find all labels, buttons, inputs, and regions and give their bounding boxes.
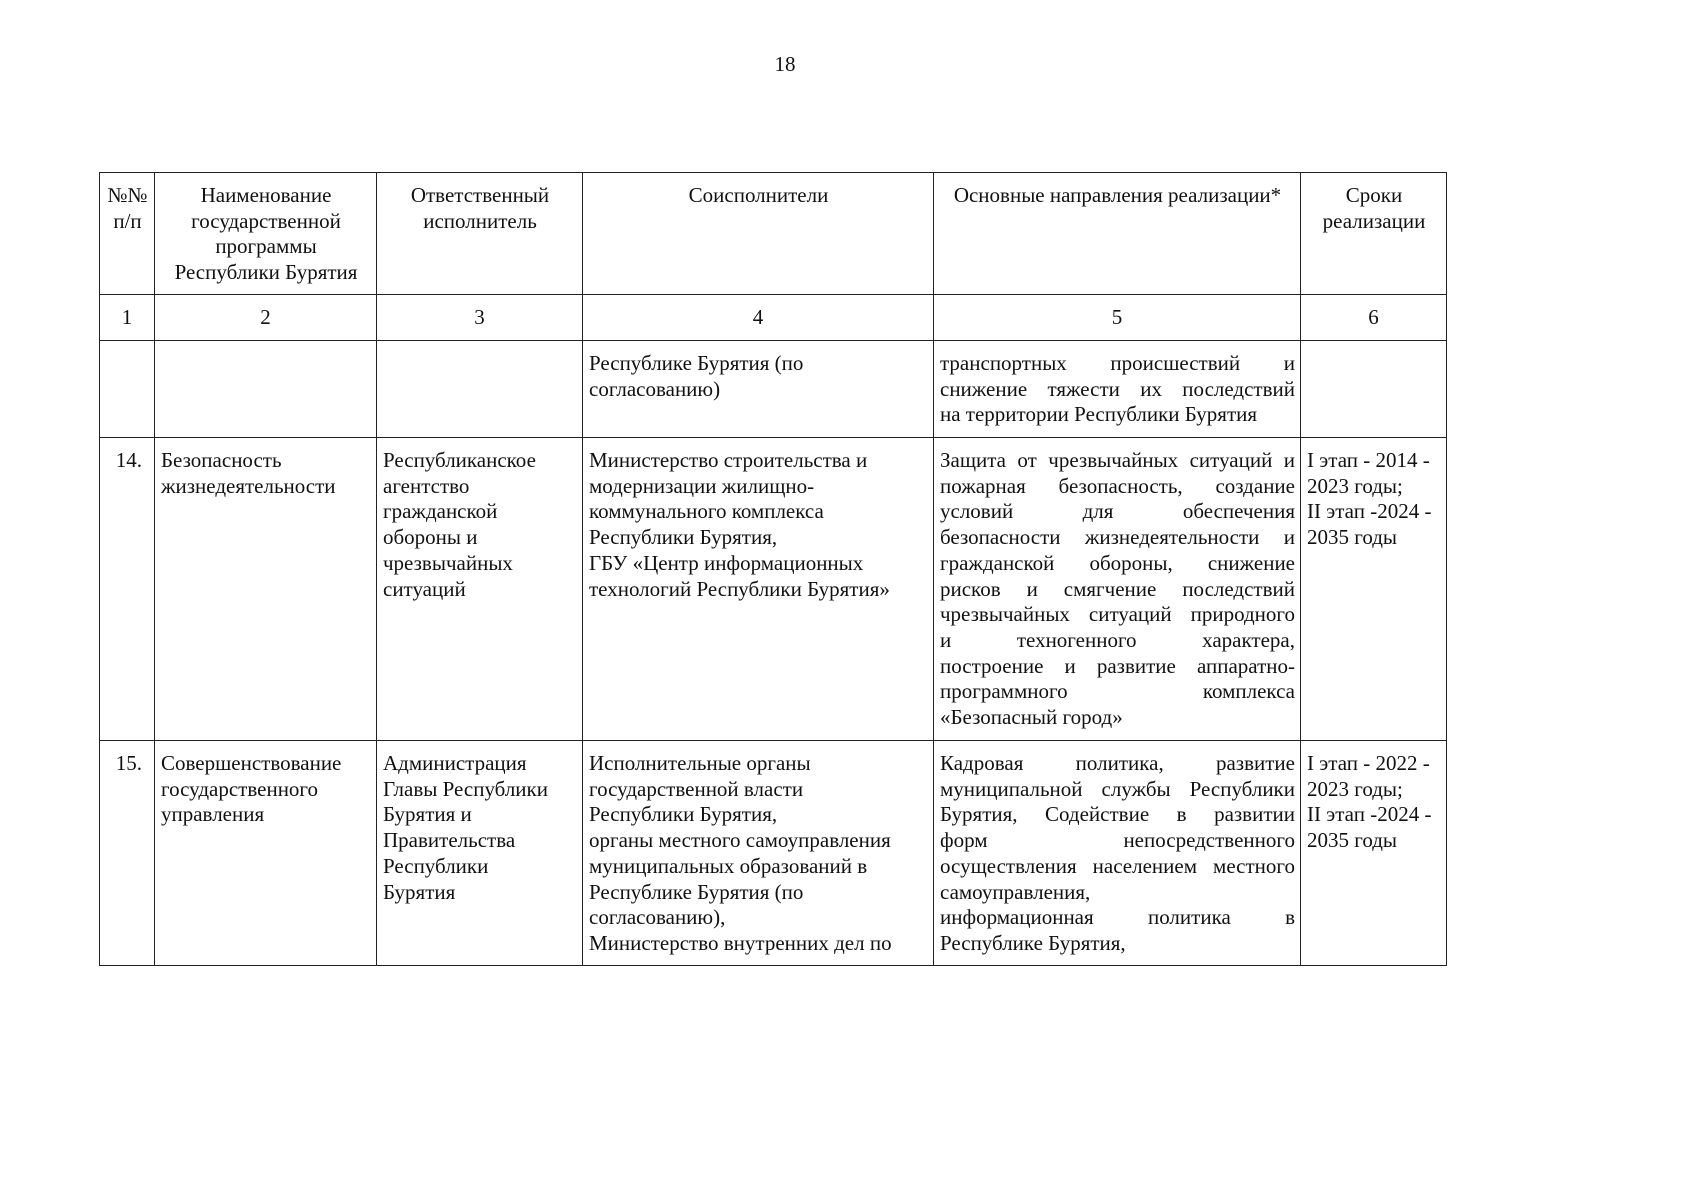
header-directions: Основные направления реализации* — [934, 173, 1301, 295]
coexecutors-cell — [583, 438, 934, 741]
header-terms: Сроки реализации — [1301, 173, 1447, 295]
cell-line: Республики Бурятия, — [589, 525, 778, 550]
cell-line: Кадровая политика, развитие — [940, 751, 1295, 775]
cell-line: коммунального комплекса — [589, 499, 824, 524]
cell-line: гражданской — [383, 499, 498, 524]
cell-line: и техногенного характера, — [940, 627, 1295, 652]
program-cell — [155, 341, 377, 438]
terms-cell — [1301, 341, 1447, 438]
cell-line: технологий Республики Бурятия» — [589, 576, 890, 601]
cell-line: Защита от чрезвычайных ситуаций и — [940, 448, 1295, 472]
programs-table — [99, 172, 1447, 966]
cell-line: I этап - 2014 - — [1307, 448, 1430, 472]
cell-line: Совершенствование — [161, 751, 342, 775]
cell-line: 2035 годы — [1307, 828, 1398, 853]
cell-line: рисков и смягчение последствий — [940, 576, 1295, 601]
cell-line: 2023 годы; — [1307, 473, 1403, 498]
cell-line: 2035 годы — [1307, 525, 1398, 550]
cell-line: осуществления населением местного — [940, 853, 1295, 878]
row-num-cell: 14. — [100, 438, 155, 741]
cell-line: управления — [161, 802, 265, 827]
header-num: №№ п/п — [100, 173, 155, 295]
cell-line: Республиканское — [383, 448, 536, 472]
cell-line: муниципальных образований в — [589, 853, 868, 878]
cell-line: на территории Республики Бурятия — [940, 402, 1258, 427]
terms-cell — [1301, 741, 1447, 966]
cell-line: Правительства — [383, 828, 516, 853]
cell-line: Безопасность — [161, 448, 282, 472]
column-number: 3 — [377, 295, 583, 341]
cell-line: ГБУ «Центр информационных — [589, 550, 864, 575]
cell-line: модернизации жилищно- — [589, 473, 815, 498]
cell-line: государственной власти — [589, 776, 804, 801]
cell-line: Министерство строительства и — [589, 448, 868, 472]
responsible-cell — [377, 741, 583, 966]
terms-cell — [1301, 438, 1447, 741]
cell-line: Главы Республики — [383, 776, 548, 801]
responsible-cell — [377, 438, 583, 741]
header-coexecutors: Соисполнители — [583, 173, 934, 295]
column-number: 2 — [155, 295, 377, 341]
cell-line: согласованию), — [589, 905, 726, 930]
cell-line: согласованию) — [589, 376, 721, 401]
cell-line: агентство — [383, 473, 470, 498]
cell-line: самоуправления, — [940, 879, 1091, 904]
table-row — [100, 341, 1447, 438]
cell-line: гражданской обороны, снижение — [940, 550, 1295, 575]
cell-line: «Безопасный город» — [940, 705, 1123, 730]
cell-line: информационная политика в — [940, 905, 1295, 930]
row-num-cell — [100, 341, 155, 438]
row-num-cell: 15. — [100, 741, 155, 966]
cell-line: органы местного самоуправления — [589, 828, 891, 853]
cell-line: форм непосредственного — [940, 828, 1295, 853]
cell-line: Исполнительные органы — [589, 751, 811, 775]
cell-line: программного комплекса — [940, 679, 1295, 704]
cell-line: I этап - 2022 - — [1307, 751, 1430, 775]
table-row — [100, 438, 1447, 741]
program-cell — [155, 438, 377, 741]
header-row — [100, 173, 1447, 295]
cell-line: Республике Бурятия, — [940, 930, 1126, 955]
cell-line: Бурятия — [383, 879, 456, 904]
cell-line: обороны и — [383, 525, 478, 550]
directions-cell — [934, 341, 1301, 438]
header-responsible: Ответственный исполнитель — [377, 173, 583, 295]
cell-line: условий для обеспечения — [940, 499, 1295, 524]
cell-line: Бурятия и — [383, 802, 472, 827]
cell-line: государственного — [161, 776, 319, 801]
cell-line: Министерство внутренних дел по — [589, 930, 892, 955]
cell-line: Администрация — [383, 751, 527, 775]
directions-cell — [934, 438, 1301, 741]
directions-cell — [934, 741, 1301, 966]
page-number: 18 — [774, 52, 796, 76]
cell-line: Бурятия, Содействие в развитии — [940, 802, 1295, 827]
cell-line: Республики Бурятия, — [589, 802, 778, 827]
header-program: Наименование государственной программы Республики Бурятия — [155, 173, 377, 295]
column-number: 4 — [583, 295, 934, 341]
cell-line: снижение тяжести их последствий — [940, 376, 1295, 401]
cell-line: Республики — [383, 853, 489, 878]
cell-line: чрезвычайных ситуаций природного — [940, 602, 1295, 627]
cell-line: безопасности жизнедеятельности и — [940, 525, 1295, 550]
column-number: 1 — [100, 295, 155, 341]
column-numbers-row — [100, 295, 1447, 341]
cell-line: II этап -2024 - — [1307, 499, 1432, 524]
cell-line: Республике Бурятия (по — [589, 351, 804, 375]
cell-line: построение и развитие аппаратно- — [940, 653, 1295, 678]
table-row — [100, 741, 1447, 966]
cell-line: II этап -2024 - — [1307, 802, 1432, 827]
cell-line: Республике Бурятия (по — [589, 879, 804, 904]
cell-line: ситуаций — [383, 576, 466, 601]
cell-line: 2023 годы; — [1307, 776, 1403, 801]
cell-line: пожарная безопасность, создание — [940, 473, 1295, 498]
cell-line: муниципальной службы Республики — [940, 776, 1295, 801]
coexecutors-cell — [583, 741, 934, 966]
cell-line: чрезвычайных — [383, 550, 513, 575]
cell-line: жизнедеятельности — [161, 473, 336, 498]
coexecutors-cell — [583, 341, 934, 438]
cell-line: транспортных происшествий и — [940, 351, 1295, 375]
column-number: 6 — [1301, 295, 1447, 341]
program-cell — [155, 741, 377, 966]
responsible-cell — [377, 341, 583, 438]
column-number: 5 — [934, 295, 1301, 341]
